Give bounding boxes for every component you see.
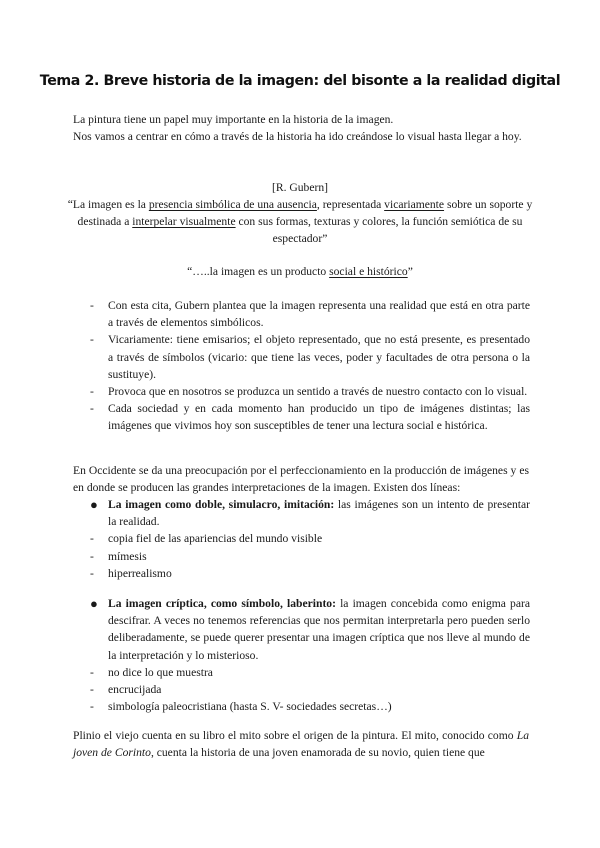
list-item: - copia fiel de las apariencias del mundo visible — [90, 532, 323, 546]
quote-author: [R. Gubern] — [271, 181, 329, 194]
occidente-paragraph: En Occidente se da una preocupación por el perfeccionamiento en la producción de imágenes y es en donde se producen las grandes interpretaciones de la imagen. Existen dos líneas: — [73, 464, 529, 495]
list-item: - no dice lo que muestra — [90, 665, 213, 679]
list-item: - Vicariamente: tiene emisarios; el objeto representado, que no está presente, es presentado a través de símbolos (vicario: que tiene las veces, poder y facultades de otra persona o la sustituye). — [90, 333, 530, 381]
intro-line-1: La pintura tiene un papel muy importante en la historia de la imagen. — [73, 113, 394, 126]
underlined-phrase: interpelar visualmente — [132, 215, 236, 228]
list-item: - mímesis — [90, 549, 147, 563]
bullet-item: ● La imagen críptica, como símbolo, laberinto: la imagen concebida como enigma para descifrar. A veces no tenemos referencias que nos permitan interpretarla pero pueden serlo deliberadamente, se puede querer presentar una imagen críptica que nos lleve al mundo de la interpretación y lo misterioso. — [90, 596, 530, 662]
list-item: - encrucijada — [90, 683, 162, 697]
list-item: - hiperrealismo — [90, 566, 172, 580]
gubern-quote: “La imagen es la presencia simbólica de una ausencia, representada vicariamente sobre un soporte y destinada a interpelar visualmente con sus formas, texturas y colores, la función semiótica de su espectador” — [67, 198, 533, 245]
intro-line-2: Nos vamos a centrar en cómo a través de la historia ha ido creándose lo visual hasta llegar a hoy. — [73, 130, 522, 143]
dash-list — [90, 297, 530, 435]
page-title: Tema 2. Breve historia de la imagen: del bisonte a la realidad digital — [39, 73, 561, 89]
bullet-item: ● La imagen como doble, simulacro, imitación: las imágenes son un intento de presentar la realidad. — [90, 497, 530, 529]
list-item: - Con esta cita, Gubern plantea que la imagen representa una realidad que está en otra parte a través de elementos simbólicos. — [90, 299, 530, 330]
plinio-paragraph: Plinio el viejo cuenta en su libro el mito sobre el origen de la pintura. El mito, conocido como La joven de Corinto, cuenta la historia de una joven enamorada de su novio, quien tiene que — [73, 729, 529, 760]
underlined-phrase: presencia simbólica de una ausencia — [148, 198, 317, 211]
italic-title: La joven de Corinto — [73, 729, 529, 760]
list-item: - Cada sociedad y en cada momento han producido un tipo de imágenes distintas; las imágenes que vivimos hoy son susceptibles de tener una lectura social e histórica. — [90, 402, 530, 433]
underlined-phrase: vicariamente — [384, 198, 445, 211]
line-1-list — [90, 496, 530, 582]
underlined-phrase: social e histórico — [329, 265, 408, 278]
second-quote: “…..la imagen es un producto social e histórico” — [187, 265, 413, 278]
line-2-list — [90, 595, 530, 715]
list-item: - simbología paleocristiana (hasta S. V- sociedades secretas…) — [90, 700, 392, 714]
list-item: - Provoca que en nosotros se produzca un sentido a través de nuestro contacto con lo visual. — [90, 385, 528, 399]
